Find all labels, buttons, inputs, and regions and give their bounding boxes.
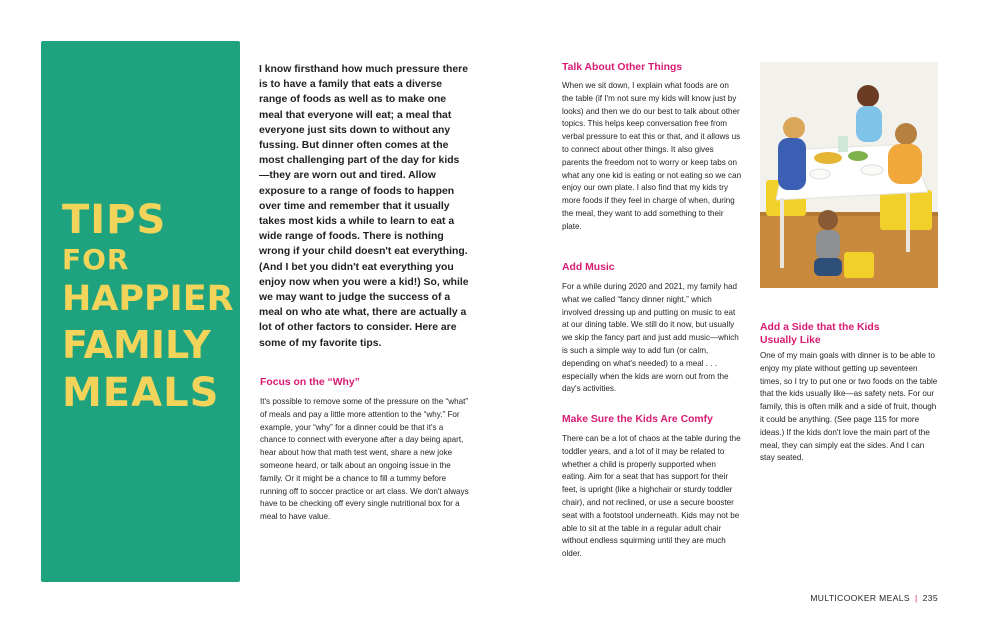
body-make-sure-kids-comfy: There can be a lot of chaos at the table during the toddler years, and a lot of it may be related to whether a child is properly supported when eating. Aim for a seat that has support for their feet, is upright (like a highchair or sturdy toddler chair), and not reclined, or use a secure booster seat with a footstool underneath. Kids may not be able to sit at the table in a regular adult chair without endless squirming until they are much older.	[562, 434, 741, 559]
body-focus-on-why: It's possible to remove some of the pressure on the “what” of meals and pay a little more attention to the “why.” For example, your “why” for a dinner could be that it's a chance to connect with everyone after a day being apart, hear about how that math test went, share a new joke someone heard, or talk about an ongoing issue in the family. Or it might be a chance to fill a tummy before running off to soccer practice or art class. We don't always have to be checking off every single nutritional box for a meal to have value.	[260, 397, 469, 522]
heading-make-sure-kids-comfy: Make Sure the Kids Are Comfy	[562, 414, 713, 425]
family-dinner-illustration	[760, 62, 938, 288]
title-line-3: HAPPIER	[62, 279, 234, 319]
title-line-4: FAMILY	[62, 323, 211, 367]
page-title	[62, 197, 234, 416]
heading-add-a-side: Add a Side that the Kids Usually Like	[760, 322, 880, 346]
footer-section-name: MULTICOOKER MEALS	[810, 593, 910, 603]
title-line-1: TIPS	[62, 197, 167, 243]
title-line-5: MEALS	[62, 370, 220, 416]
heading-add-music: Add Music	[562, 262, 615, 273]
page-footer	[810, 593, 938, 603]
family-dinner-photo	[760, 62, 938, 288]
footer-separator: |	[915, 593, 918, 603]
intro-paragraph: I know firsthand how much pressure there is to have a family that eats a diverse range of foods as well as to make one meal that everyone will eat; a meal that everyone just sits down to without any fussing. But dinner often comes at the most challenging part of the day for kids—they are worn out and tired. Allow exposure to a range of foods to happen over time and remember that it usually takes most kids a while to learn to eat a wide range of foods. There is nothing wrong if your child doesn't eat everything. (And I bet you didn't eat everything you enjoy now when you were a kid!) So, while we may want to judge the success of a meal on who ate what, there are actually a lot of other factors to consider. Here are some of my favorite tips.	[259, 64, 469, 349]
body-add-a-side: One of my main goals with dinner is to be able to enjoy my plate without getting up seventeen times, so I try to put one or two foods on the table that the kids usually like—as safety nets. For our family, this is often milk and a side of fruit, though it could be anything. (See page 115 for more ideas.) If the kids don't love the main part of the meal, they can simply eat the sides. And I can stay seated.	[760, 351, 938, 463]
heading-talk-about-other-things: Talk About Other Things	[562, 62, 683, 73]
body-add-music: For a while during 2020 and 2021, my family had what we called “fancy dinner night,” which involved dressing up and putting on music to eat at our dining table. We still do it now, but usually we skip the fancy part and just add music—which is such a simple way to add fun (or calm, depending on what's needed) to a meal . . . especially when the kids are worn out from the day's activities.	[562, 282, 739, 394]
page-number: 235	[922, 593, 938, 603]
heading-focus-on-why: Focus on the “Why”	[260, 377, 360, 388]
body-talk-about-other-things: When we sit down, I explain what foods are on the table (if I'm not sure my kids will know just by looks) and then we do our best to talk about other topics. This helps keep conversation free from verbal pressure to eat this or that, and it allows us to connect about other things. It also gives parents the freedom not to worry or keep tabs on what any one kid is eating or not eating so we can enjoy our own plate. I also find that my kids try more foods if they feel in charge of when, during the meal, they want to add something to their plate.	[562, 81, 742, 231]
title-line-2: FOR	[62, 243, 130, 276]
